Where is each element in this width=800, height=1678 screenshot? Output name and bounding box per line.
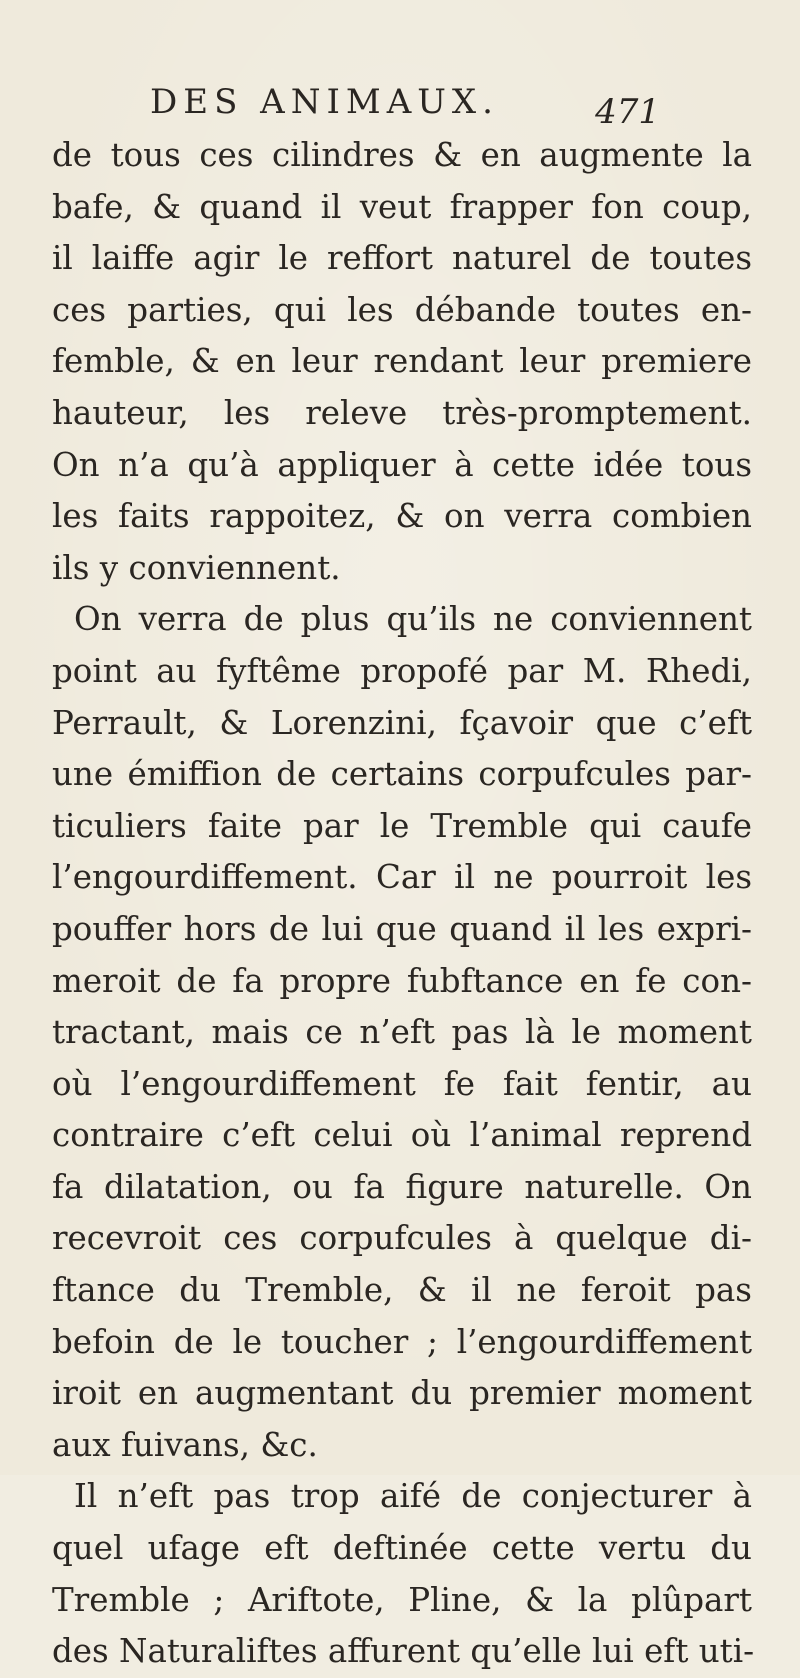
text-line: pouffer hors de lui que quand il les expri- xyxy=(52,909,752,948)
text-line: contraire c’eft celui où l’animal reprend xyxy=(52,1116,752,1155)
text-line: une émiffion de certains corpufcules par- xyxy=(52,755,752,794)
text-line: il laiffe agir le reffort naturel de toutes xyxy=(52,239,752,278)
running-head: DES ANIMAUX. xyxy=(150,82,499,122)
text-line: des Naturaliftes affurent qu’elle lui eft uti- xyxy=(52,1632,755,1671)
text-line: quel ufage eft deftinée cette vertu du xyxy=(52,1529,752,1568)
body-text xyxy=(52,130,755,1678)
text-line: aux fuivans, &c. xyxy=(52,1425,318,1464)
text-line: où l’engourdiffement fe fait fentir, au xyxy=(52,1064,752,1103)
text-line: On n’a qu’à appliquer à cette idée tous xyxy=(52,445,752,484)
text-line: point au fyftême propofé par M. Rhedi, xyxy=(52,651,752,690)
text-line: hauteur, les releve très-promptement. xyxy=(52,393,752,432)
text-line: les faits rappoitez, & on verra combien xyxy=(52,497,752,536)
text-line: On verra de plus qu’ils ne conviennent xyxy=(74,600,752,639)
text-line: befoin de le toucher ; l’engourdiffement xyxy=(52,1322,752,1361)
text-line: Tremble ; Ariftote, Pline, & la plûpart xyxy=(52,1580,752,1619)
text-line: Il n’eft pas trop aifé de conjecturer à xyxy=(74,1477,752,1516)
text-line: l’engourdiffement. Car il ne pourroit les xyxy=(52,858,752,897)
page-number: 471 xyxy=(595,92,660,132)
text-line: meroit de fa propre fubftance en fe con- xyxy=(52,961,752,1000)
text-line: Perrault, & Lorenzini, fçavoir que c’eft xyxy=(52,703,752,742)
text-line: ces parties, qui les débande toutes en- xyxy=(52,290,752,329)
text-line: bafe, & quand il veut frapper fon coup, xyxy=(52,187,752,226)
text-line: ils y conviennent. xyxy=(52,548,341,587)
text-line: ticuliers faite par le Tremble qui caufe xyxy=(52,806,752,845)
text-line: de tous ces cilindres & en augmente la xyxy=(52,136,752,174)
text-line: fa dilatation, ou fa figure naturelle. On xyxy=(52,1167,752,1206)
text-line: recevroit ces corpufcules à quelque di- xyxy=(52,1219,752,1258)
text-line: ftance du Tremble, & il ne feroit pas xyxy=(52,1271,752,1310)
text-line: iroit en augmentant du premier moment xyxy=(52,1374,752,1413)
text-line: tractant, mais ce n’eft pas là le moment xyxy=(52,1013,752,1052)
text-line: femble, & en leur rendant leur premiere xyxy=(52,342,752,381)
